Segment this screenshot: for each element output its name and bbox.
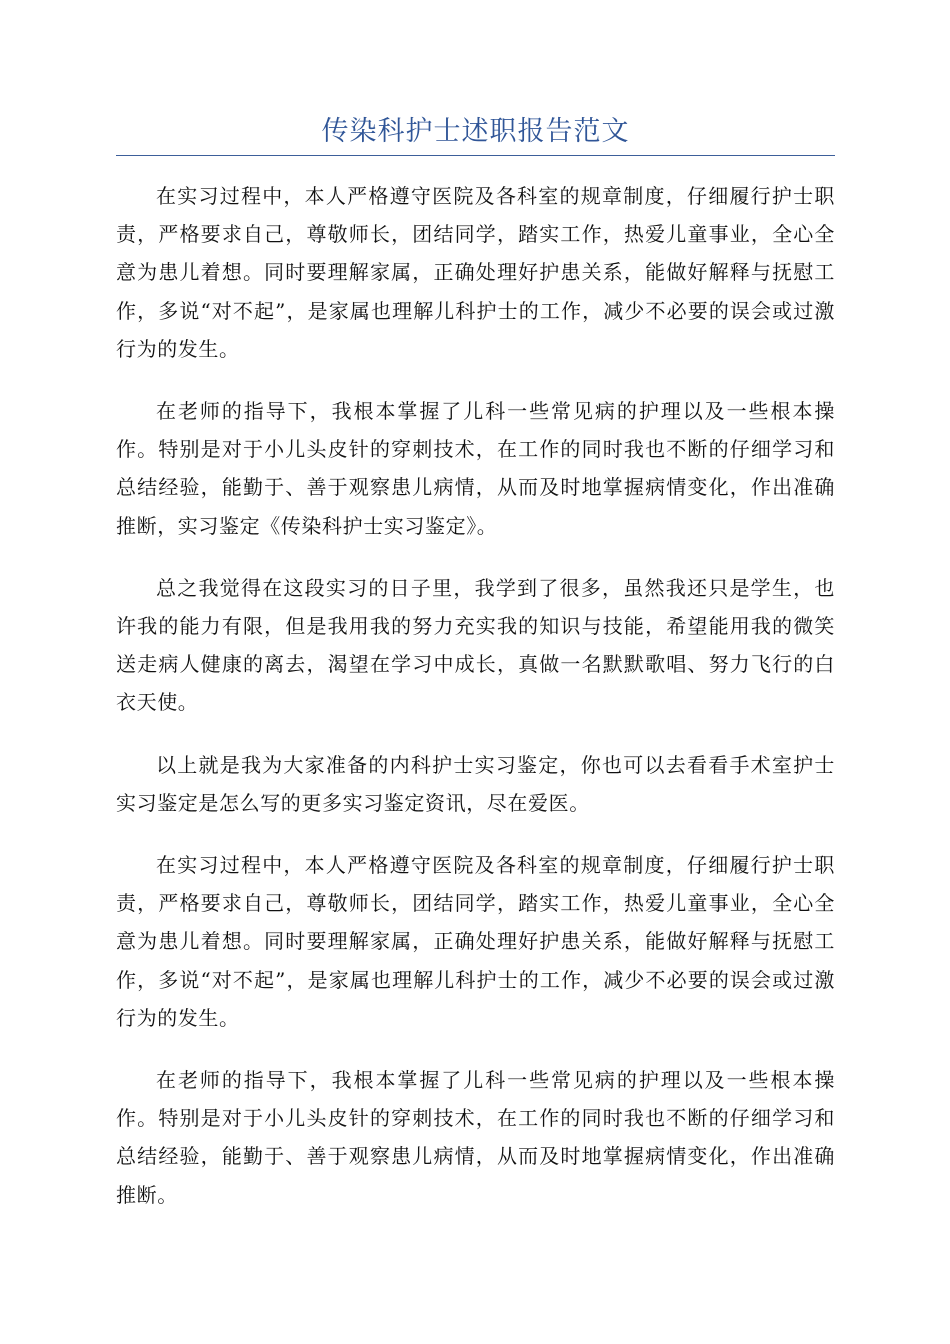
paragraph-3: 总之我觉得在这段实习的日子里，我学到了很多，虽然我还只是学生，也许我的能力有限，但是我用我的努力充实我的知识与技能，希望能用我的微笑送走病人健康的离去，渴望在学习中成长，真做一名默默歌唱、努力飞行的白衣天使。 [116, 575, 835, 715]
paragraph-6: 在老师的指导下，我根本掌握了儿科一些常见病的护理以及一些根本操作。特别是对于小儿头皮针的穿刺技术，在工作的同时我也不断的仔细学习和总结经验，能勤于、善于观察患儿病情，从而及时地掌握病情变化，作出准确推断。 [116, 1068, 835, 1207]
paragraph-2: 在老师的指导下，我根本掌握了儿科一些常见病的护理以及一些根本操作。特别是对于小儿头皮针的穿刺技术，在工作的同时我也不断的仔细学习和总结经验，能勤于、善于观察患儿病情，从而及时地掌握病情变化，作出准确推断，实习鉴定《传染科护士实习鉴定》。 [116, 399, 835, 538]
title-underline [116, 112, 835, 156]
paragraph-1: 在实习过程中，本人严格遵守医院及各科室的规章制度，仔细履行护士职责，严格要求自己，尊敬师长，团结同学，踏实工作，热爱儿童事业，全心全意为患儿着想。同时要理解家属，正确处理好护患关系，能做好解释与抚慰工作，多说“对不起”，是家属也理解儿科护士的工作，减少不必要的误会或过激行为的发生。 [116, 184, 835, 361]
document-title: 传染科护士述职报告范文 [321, 116, 630, 147]
paragraph-5: 在实习过程中，本人严格遵守医院及各科室的规章制度，仔细履行护士职责，严格要求自己，尊敬师长，团结同学，踏实工作，热爱儿童事业，全心全意为患儿着想。同时要理解家属，正确处理好护患关系，能做好解释与抚慰工作，多说“对不起”，是家属也理解儿科护士的工作，减少不必要的误会或过激行为的发生。 [116, 853, 835, 1030]
paragraph-4: 以上就是我为大家准备的内科护士实习鉴定，你也可以去看看手术室护士实习鉴定是怎么写的更多实习鉴定资讯，尽在爱医。 [116, 752, 835, 815]
document-body [116, 177, 835, 1238]
